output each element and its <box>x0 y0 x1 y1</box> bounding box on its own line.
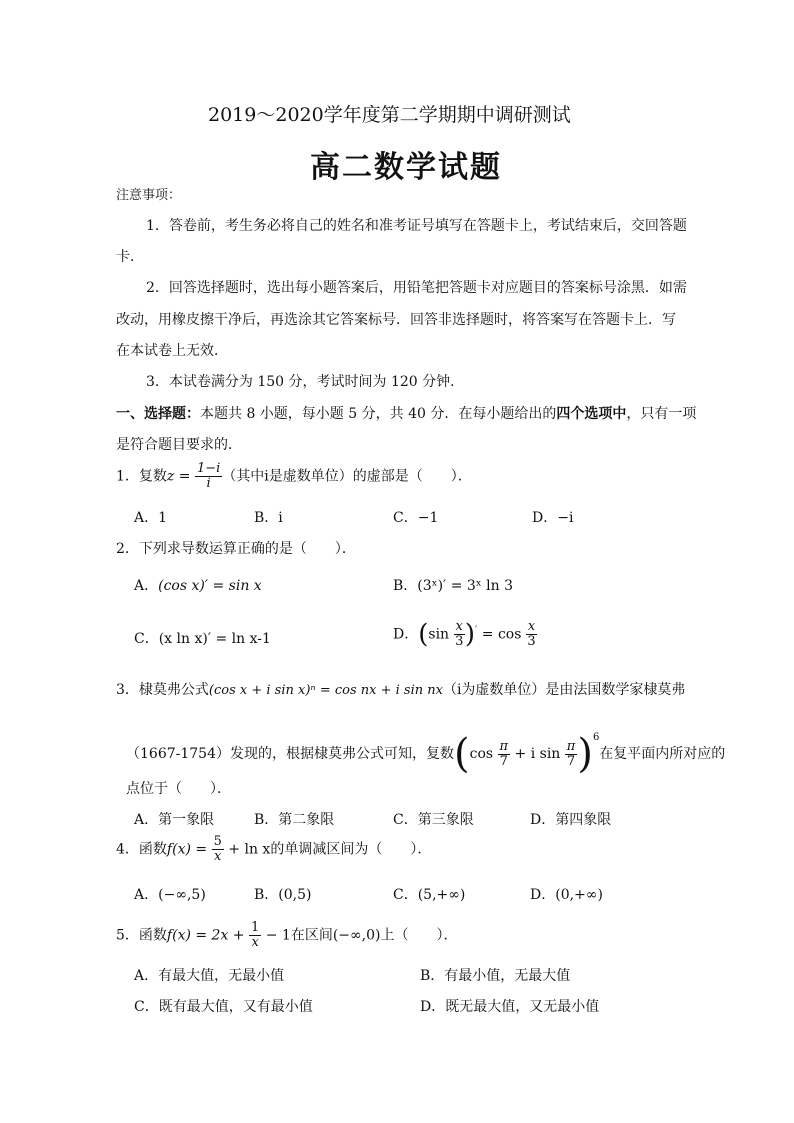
q3-power: 6 <box>592 732 600 743</box>
q4-a-label: A． <box>134 887 159 903</box>
q4-fraction <box>212 835 224 864</box>
q2-d-open-paren: ( <box>418 619 429 650</box>
q2-d-rhs-frac <box>526 620 537 649</box>
section1-heading <box>116 404 696 424</box>
q4-option-c <box>393 885 465 905</box>
q2-d-frac <box>454 620 465 649</box>
q4-suffix: 的单调减区间为（ ）． <box>270 841 432 858</box>
q2-stem: 2．下列求导数运算正确的是（ ）． <box>116 541 356 557</box>
q2-d-prime: ′ <box>475 624 478 636</box>
q1-den: i <box>206 476 211 491</box>
q2-d-den: 3 <box>455 634 464 649</box>
notice-item3: 3．本试卷满分为 150 分，考试时间为 120 分钟． <box>146 374 465 390</box>
q2-c-label: C． <box>134 631 159 647</box>
q3-line2 <box>126 728 726 777</box>
q5-option-d: D．既无最大值，又无最小值 <box>420 999 600 1015</box>
question-4 <box>116 835 431 864</box>
q1-fraction <box>195 462 222 491</box>
q5-mid: 在区间 <box>290 927 333 944</box>
q3-option-c: C．第三象限 <box>393 812 474 828</box>
q4-fx: f(x) = <box>166 841 212 858</box>
q5-option-a: A．有最大值，无最小值 <box>134 968 285 984</box>
q3-frac1 <box>498 740 511 769</box>
q4-rest: + ln x <box>223 841 271 858</box>
section1-heading-text2: ，只有一项 <box>626 406 697 422</box>
q1-suffix: （其中i是虚数单位）的虚部是（ ）． <box>222 468 472 485</box>
q3-option-a: A．第一象限 <box>134 812 215 828</box>
question-5 <box>116 921 458 950</box>
notice-item2-line3: 在本试卷上无效． <box>116 343 228 359</box>
subject-title: 高二数学试题 <box>310 150 502 185</box>
q1-option-b: B．i <box>254 510 283 526</box>
q2-c-expr: (x ln x)′ = ln x-1 <box>158 631 271 647</box>
q4-d-value: (0,+∞) <box>555 887 603 903</box>
q2-option-c <box>134 629 271 649</box>
q5-fraction <box>249 921 261 950</box>
q1-option-a: A．1 <box>134 510 168 526</box>
q5-num: 1 <box>251 920 260 935</box>
q4-c-label: C． <box>393 887 418 903</box>
q3-option-b: B．第二象限 <box>254 812 335 828</box>
section1-heading-text1: 本题共 8 小题，每小题 5 分，共 40 分．在每小题给出的 <box>200 406 557 422</box>
q2-d-sin: sin <box>428 626 450 643</box>
q4-c-value: (5,+∞) <box>417 887 466 903</box>
q5-interval: (−∞,0) <box>332 927 381 944</box>
q2-d-label: D． <box>393 626 419 643</box>
notice-item1-line2: 卡． <box>116 249 144 265</box>
q4-option-d <box>530 885 603 905</box>
q3-frac2 <box>565 740 578 769</box>
q1-num: 1−i <box>196 461 221 476</box>
q4-num: 5 <box>213 834 222 849</box>
q4-den: x <box>214 849 222 864</box>
q5-fx: f(x) = 2x + <box>166 927 249 944</box>
q3-pi-2: π <box>566 738 576 754</box>
q1-option-d: D．−i <box>532 510 574 526</box>
q2-d-eq: = cos <box>481 626 522 643</box>
q3-option-d: D．第四象限 <box>530 812 612 828</box>
q3-open-paren: ( <box>454 731 470 777</box>
q5-option-b: B．有最小值，无最大值 <box>420 968 571 984</box>
q4-a-value: (−∞,5) <box>158 887 206 903</box>
q4-d-label: D． <box>530 887 556 903</box>
q2-a-expr: (cos x)′ = sin x <box>158 578 262 594</box>
q3-line3: 点位于（ ）． <box>126 781 231 797</box>
q4-option-a <box>134 885 206 905</box>
q3-seven-2: 7 <box>566 753 576 769</box>
q3-seven-1: 7 <box>499 753 508 769</box>
notice-item2-line1: 2．回答选择题时，选出每小题答案后，用铅笔把答题卡对应题目的答案标号涂黑．如需 <box>146 280 687 296</box>
q2-d-close-paren: ) <box>464 619 476 650</box>
q2-d-rhs-den: 3 <box>527 634 536 649</box>
q1-eq: = <box>174 468 195 485</box>
q2-option-a <box>134 576 262 596</box>
q4-prefix: 4．函数 <box>116 841 167 858</box>
q2-b-expr: (3ˣ)′ = 3ˣ ln 3 <box>417 578 514 594</box>
q1-prefix: 1．复数 <box>116 468 167 485</box>
question-1 <box>116 462 472 491</box>
q2-option-d <box>393 620 537 649</box>
q1-var: z <box>166 468 175 485</box>
q4-option-b <box>254 885 312 905</box>
notice-item1-line1: 1．答卷前，考生务必将自己的姓名和准考证号填写在答题卡上，考试结束后，交回答题 <box>146 218 687 234</box>
q5-den: x <box>251 935 259 950</box>
q3-line1-suffix: （i为虚数单位）是由法国数学家棣莫弗 <box>442 682 686 698</box>
q3-line2-prefix: （1667-1754）发现的，根据棣莫弗公式可知，复数 <box>126 746 454 762</box>
q3-close-paren: ) <box>577 731 593 777</box>
q5-suffix: 上（ ）． <box>380 927 458 944</box>
section1-heading-bold2: 四个选项中 <box>556 406 627 422</box>
exam-title: 2019～2020学年度第二学期期中调研测试 <box>208 104 571 126</box>
q3-line1 <box>116 680 685 701</box>
q3-cos: cos <box>469 746 494 762</box>
section1-heading-bold1: 一、选择题： <box>116 406 200 422</box>
q3-formula: (cos x + i sin x)ⁿ = cos nx + i sin nx <box>208 683 443 698</box>
q5-option-c: C．既有最大值，又有最小值 <box>134 999 313 1015</box>
q3-isin: + i sin <box>514 746 561 762</box>
q2-option-b <box>393 576 513 596</box>
q4-b-label: B． <box>254 887 279 903</box>
q5-prefix: 5．函数 <box>116 927 167 944</box>
q2-a-label: A． <box>134 578 159 594</box>
q1-option-c: C．−1 <box>393 510 439 526</box>
q5-rest: − 1 <box>261 927 291 944</box>
section1-heading-line2: 是符合题目要求的． <box>116 437 242 453</box>
q3-pi-1: π <box>499 738 509 754</box>
q2-b-label: B． <box>393 578 418 594</box>
q2-d-num: x <box>455 619 463 634</box>
q4-b-value: (0,5) <box>278 887 312 903</box>
notice-heading: 注意事项： <box>116 188 182 203</box>
notice-item2-line2: 改动，用橡皮擦干净后，再选涂其它答案标号．回答非选择题时，将答案写在答题卡上．写 <box>116 312 676 328</box>
q2-d-rhs-num: x <box>527 619 536 634</box>
q3-line2-suffix: 在复平面内所对应的 <box>599 746 726 762</box>
q3-line1-prefix: 3．棣莫弗公式 <box>116 682 209 698</box>
